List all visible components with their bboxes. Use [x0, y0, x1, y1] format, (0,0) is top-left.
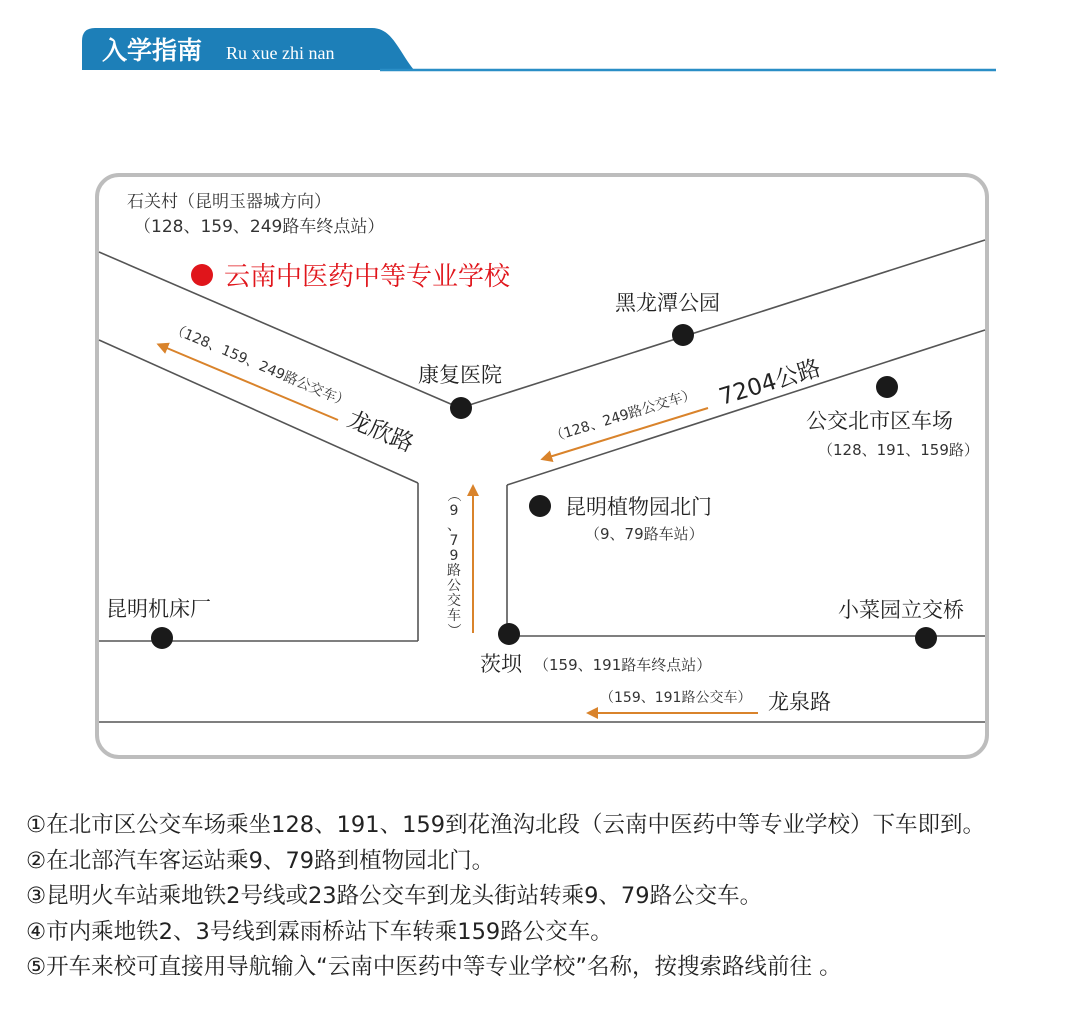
directions-list [26, 808, 1066, 986]
road-name-7204: 7204公路 [716, 355, 824, 411]
header-pinyin: Ru xue zhi nan [226, 43, 335, 63]
direction-item-5: ⑤开车来校可直接用导航输入“云南中医药中等专业学校”名称，按搜索路线前往 。 [26, 954, 842, 980]
road-lower-right-diagonal [507, 330, 985, 485]
label-shiguancun: 石关村（昆明玉器城方向） [127, 192, 331, 212]
label-chaba: 茨坝 [480, 652, 522, 676]
roads [99, 240, 985, 722]
direction-item-4: ④市内乘地铁2、3号线到霖雨桥站下车转乘159路公交车。 [26, 918, 613, 945]
jichuang-dot [151, 627, 173, 649]
bus-label-vertical-char: 交 [447, 593, 461, 609]
bus-label-vertical-char: 车 [447, 608, 461, 624]
label-chaba-routes: （159、191路车终点站） [534, 656, 712, 674]
label-heilongtan: 黑龙潭公园 [615, 291, 720, 315]
direction-item-2: ②在北部汽车客运站乘9、79路到植物园北门。 [26, 847, 495, 874]
bus-label-vertical-char: 、 [447, 518, 461, 534]
direction-item-1: ①在北市区公交车场乘坐128、191、159到花渔沟北段（云南中医药中等专业学校）下车即到。 [26, 812, 986, 838]
header-title: 入学指南 [102, 36, 203, 65]
bus-label-vertical-char: 路 [447, 563, 461, 579]
label-botanical-routes: （9、79路车站） [585, 525, 704, 543]
label-jichuang: 昆明机床厂 [106, 597, 211, 621]
bus-label-longquan: （159、191路公交车） [600, 690, 752, 706]
heilongtan-dot [672, 324, 694, 346]
label-xiaocaiyuan: 小菜园立交桥 [838, 598, 964, 622]
xiaocaiyuan-dot [915, 627, 937, 649]
road-name-longxin: 龙欣路 [343, 406, 418, 458]
bus-label-vertical-char: ） [445, 623, 461, 637]
bus-label-vertical-char: 9 [449, 548, 459, 564]
bus-label-vertical-char: 7 [449, 533, 459, 549]
label-school: 云南中医药中等专业学校 [224, 262, 511, 292]
bus-label-vertical-char: （ [445, 488, 461, 502]
bus-label-vertical-char: 9 [449, 503, 459, 519]
bus-label-vertical [445, 488, 461, 637]
bus-label-vertical-char: 公 [447, 578, 461, 594]
kangfu-dot [450, 397, 472, 419]
bus-depot-dot [876, 376, 898, 398]
direction-item-3: ③昆明火车站乘地铁2号线或23路公交车到龙头街站转乘9、79路公交车。 [26, 883, 763, 909]
label-botanical: 昆明植物园北门 [565, 495, 712, 519]
bus-label-longxin: （128、159、249路公交车） [168, 320, 352, 411]
label-kangfu: 康复医院 [418, 363, 502, 387]
road-name-longquan: 龙泉路 [768, 690, 831, 714]
road-upper-right [460, 240, 985, 411]
chaba-dot [498, 623, 520, 645]
label-bus-depot: 公交北市区车场 [806, 409, 953, 433]
bus-label-7204: （128、249路公交车） [548, 386, 699, 446]
botanical-dot [529, 495, 551, 517]
label-terminal-routes: （128、159、249路车终点站） [134, 217, 385, 237]
label-bus-depot-routes: （128、191、159路） [818, 441, 979, 459]
school-marker [191, 264, 213, 286]
